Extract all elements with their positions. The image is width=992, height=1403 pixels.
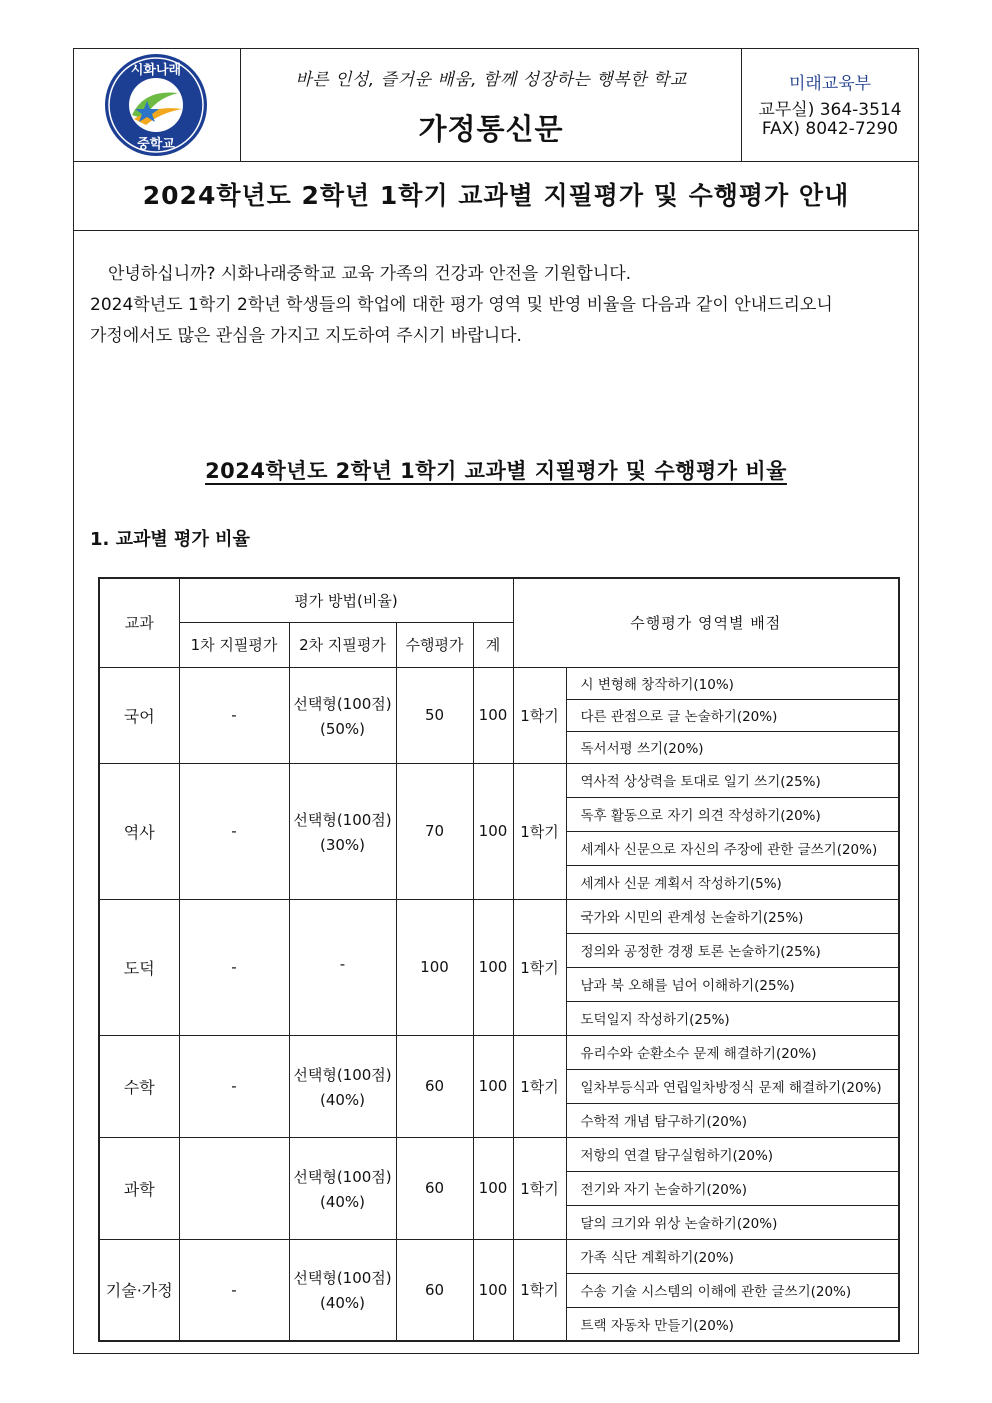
header-areas: 수행평가 영역별 배점 — [513, 578, 899, 667]
second-exam-ratio: (40%) — [319, 1090, 366, 1109]
first-exam-cell: - — [179, 1239, 289, 1341]
header — [74, 49, 918, 162]
second-exam-type: 선택형(100점) — [293, 1065, 392, 1084]
area-cell: 유리수와 순환소수 문제 해결하기(20%) — [566, 1035, 899, 1069]
fax-number: FAX) 8042-7290 — [761, 119, 899, 139]
second-exam-cell — [289, 1137, 396, 1239]
area-cell: 세계사 신문 계획서 작성하기(5%) — [566, 865, 899, 899]
second-exam-cell — [289, 1239, 396, 1341]
table-row — [99, 1239, 899, 1273]
svg-text:중학교: 중학교 — [137, 137, 175, 152]
evaluation-table — [98, 577, 900, 1342]
page-title: 2024학년도 2학년 1학기 교과별 지필평가 및 수행평가 안내 — [74, 161, 918, 231]
area-cell: 수송 기술 시스템의 이해에 관한 글쓰기(20%) — [566, 1273, 899, 1307]
table-row — [99, 1137, 899, 1171]
header-center — [241, 49, 742, 161]
total-cell: 100 — [473, 1239, 513, 1341]
area-cell: 다른 관점으로 글 논술하기(20%) — [566, 699, 899, 731]
total-cell: 100 — [473, 763, 513, 899]
first-exam-cell: - — [179, 667, 289, 763]
header-second-exam: 2차 지필평가 — [289, 622, 396, 667]
area-cell: 일차부등식과 연립일차방정식 문제 해결하기(20%) — [566, 1069, 899, 1103]
area-cell: 역사적 상상력을 토대로 일기 쓰기(25%) — [566, 763, 899, 797]
intro-text — [90, 259, 910, 352]
area-cell: 세계사 신문으로 자신의 주장에 관한 글쓰기(20%) — [566, 831, 899, 865]
table-row — [99, 1035, 899, 1069]
first-exam-cell — [179, 1137, 289, 1239]
area-cell: 수학적 개념 탐구하기(20%) — [566, 1103, 899, 1137]
subject-cell: 과학 — [99, 1137, 179, 1239]
newsletter-title: 가정통신문 — [418, 112, 564, 146]
newsletter-frame — [73, 48, 919, 1354]
intro-line: 가정에서도 많은 관심을 가지고 지도하여 주시기 바랍니다. — [90, 326, 522, 346]
area-cell: 전기와 자기 논술하기(20%) — [566, 1171, 899, 1205]
total-cell: 100 — [473, 667, 513, 763]
semester-cell: 1학기 — [513, 667, 566, 763]
area-cell: 시 변형해 창작하기(10%) — [566, 667, 899, 699]
school-motto: 바른 인성, 즐거운 배움, 함께 성장하는 행복한 학교 — [295, 70, 687, 90]
area-cell: 트랙 자동차 만들기(20%) — [566, 1307, 899, 1341]
svg-text:시화나래: 시화나래 — [130, 63, 182, 78]
first-exam-cell: - — [179, 763, 289, 899]
semester-cell: 1학기 — [513, 1137, 566, 1239]
table-row — [99, 763, 899, 797]
performance-cell: 70 — [396, 763, 473, 899]
second-exam-type: 선택형(100점) — [293, 810, 392, 829]
table-row — [99, 899, 899, 933]
second-exam-type: 선택형(100점) — [293, 694, 392, 713]
second-exam-cell — [289, 1035, 396, 1137]
section-heading: 1. 교과별 평가 비율 — [90, 529, 250, 550]
area-cell: 독서서평 쓰기(20%) — [566, 731, 899, 763]
subject-cell: 국어 — [99, 667, 179, 763]
subject-cell: 기술·가정 — [99, 1239, 179, 1341]
header-contact — [742, 49, 918, 161]
subtitle — [74, 455, 918, 485]
second-exam-type: - — [339, 955, 346, 973]
area-cell: 저항의 연결 탐구실험하기(20%) — [566, 1137, 899, 1171]
second-exam-cell — [289, 667, 396, 763]
second-exam-type: 선택형(100점) — [293, 1269, 392, 1288]
performance-cell: 60 — [396, 1239, 473, 1341]
semester-cell: 1학기 — [513, 899, 566, 1035]
performance-cell: 60 — [396, 1137, 473, 1239]
performance-cell: 50 — [396, 667, 473, 763]
subject-cell: 도덕 — [99, 899, 179, 1035]
second-exam-cell — [289, 763, 396, 899]
area-cell: 가족 식단 계획하기(20%) — [566, 1239, 899, 1273]
semester-cell: 1학기 — [513, 763, 566, 899]
second-exam-ratio: (40%) — [319, 1294, 366, 1313]
semester-cell: 1학기 — [513, 1239, 566, 1341]
semester-cell: 1학기 — [513, 1035, 566, 1137]
header-subject: 교과 — [99, 578, 179, 667]
intro-line: 2024학년도 1학기 2학년 학생들의 학업에 대한 평가 영역 및 반영 비율을 다음과 같이 안내드리오니 — [90, 295, 833, 315]
office-phone: 교무실) 364-3514 — [758, 100, 902, 120]
second-exam-ratio: (30%) — [319, 835, 366, 854]
area-cell: 정의와 공정한 경쟁 토론 논술하기(25%) — [566, 933, 899, 967]
header-performance: 수행평가 — [396, 622, 473, 667]
school-logo — [74, 49, 240, 161]
total-cell: 100 — [473, 1035, 513, 1137]
header-total: 계 — [473, 622, 513, 667]
area-cell: 독후 활동으로 자기 의견 작성하기(20%) — [566, 797, 899, 831]
intro-line: 안녕하십니까? 시화나래중학교 교육 가족의 건강과 안전을 기원합니다. — [108, 264, 632, 284]
area-cell: 남과 북 오해를 넘어 이해하기(25%) — [566, 967, 899, 1001]
table-row — [99, 667, 899, 699]
total-cell: 100 — [473, 899, 513, 1035]
area-cell: 달의 크기와 위상 논술하기(20%) — [566, 1205, 899, 1239]
subject-cell: 역사 — [99, 763, 179, 899]
area-cell: 도덕일지 작성하기(25%) — [566, 1001, 899, 1035]
first-exam-cell: - — [179, 1035, 289, 1137]
logo-cell — [74, 49, 241, 161]
first-exam-cell: - — [179, 899, 289, 1035]
performance-cell: 60 — [396, 1035, 473, 1137]
subject-cell: 수학 — [99, 1035, 179, 1137]
second-exam-type: 선택형(100점) — [293, 1167, 392, 1186]
department: 미래교육부 — [788, 74, 872, 94]
second-exam-cell — [289, 899, 396, 1035]
second-exam-ratio: (40%) — [319, 1192, 366, 1211]
header-first-exam: 1차 지필평가 — [179, 622, 289, 667]
header-method: 평가 방법(비율) — [179, 578, 513, 622]
subtitle-text: 2024학년도 2학년 1학기 교과별 지필평가 및 수행평가 비율 — [205, 459, 787, 483]
performance-cell: 100 — [396, 899, 473, 1035]
area-cell: 국가와 시민의 관계성 논술하기(25%) — [566, 899, 899, 933]
total-cell: 100 — [473, 1137, 513, 1239]
second-exam-ratio: (50%) — [319, 719, 366, 738]
